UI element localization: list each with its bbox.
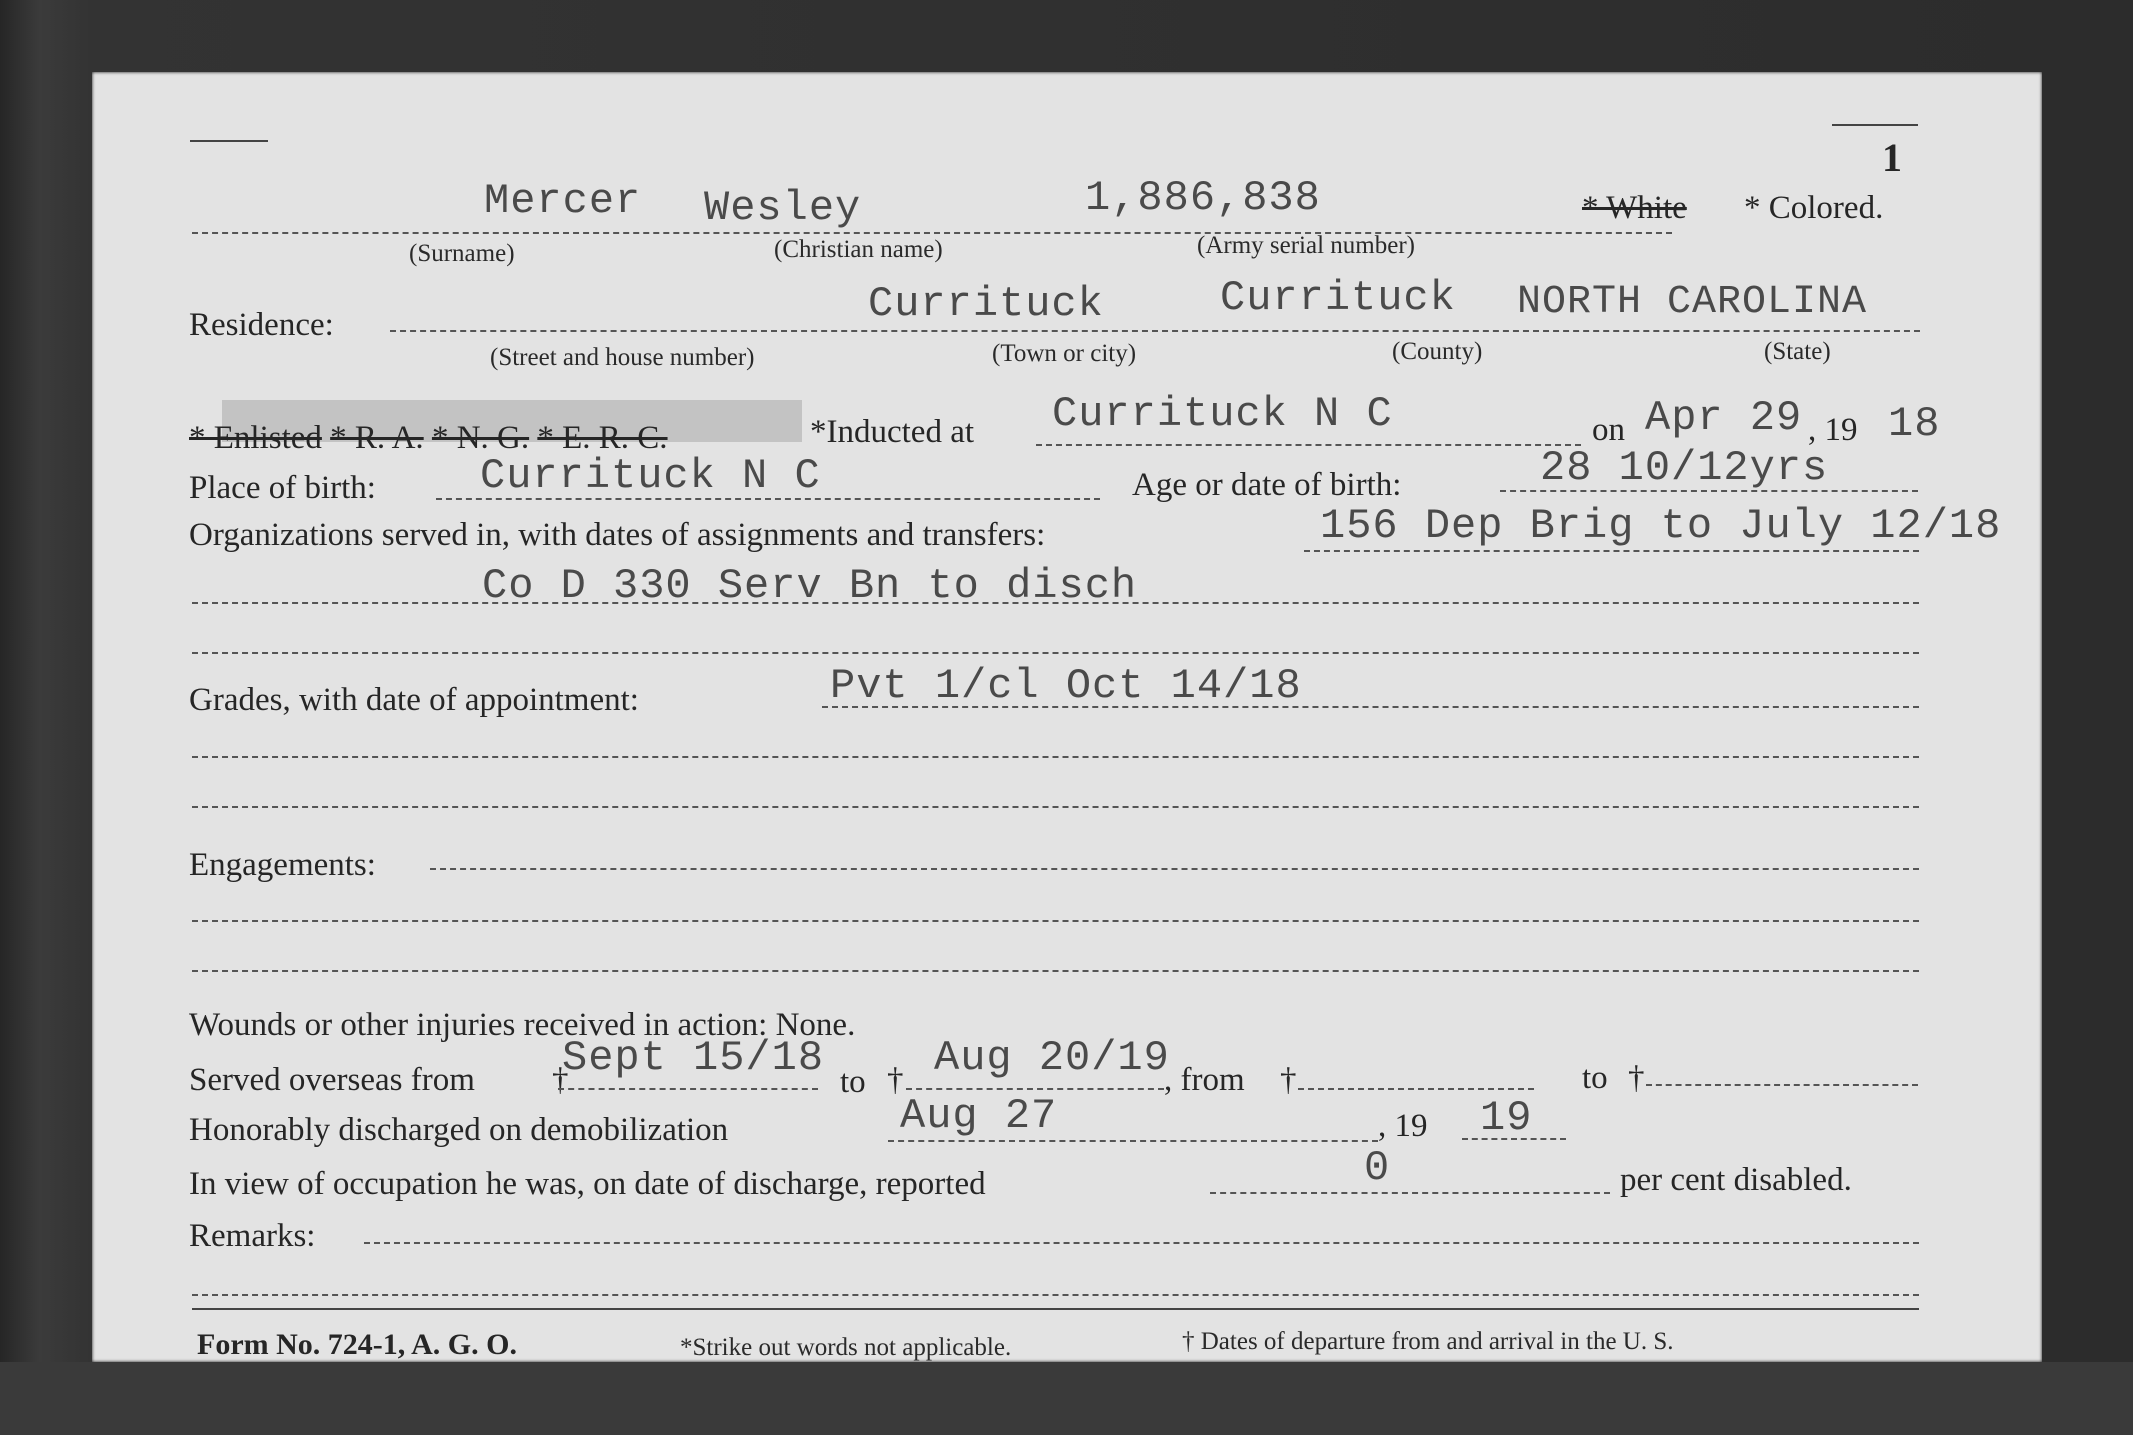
engagements-line2-rule <box>192 920 1919 922</box>
organizations-line2-rule <box>192 602 1919 604</box>
ng-text: * N. G. <box>431 420 530 456</box>
disability-suffix: per cent disabled. <box>1620 1162 1852 1198</box>
christian-caption: (Christian name) <box>774 236 943 263</box>
inducted-label: *Inducted at <box>810 414 975 450</box>
organizations-line1: 156 Dep Brig to July 12/18 <box>1320 502 2002 550</box>
overseas-from2-rule <box>1298 1088 1534 1090</box>
residence-label: Residence: <box>189 307 334 343</box>
inducted-year: 18 <box>1888 400 1941 448</box>
wounds-value: None. <box>775 1007 856 1043</box>
surname-caption: (Surname) <box>409 240 515 267</box>
inducted-line <box>1036 444 1581 446</box>
race-white <box>1582 190 1687 227</box>
county-caption: (County) <box>1392 338 1483 365</box>
inducted-year-prefix: , 19 <box>1808 412 1858 448</box>
card-number: 1 <box>1882 135 1902 180</box>
service-record-card <box>92 72 2042 1362</box>
scanner-bottom-strip <box>0 1362 2133 1435</box>
remarks-line2-rule <box>192 1294 1919 1296</box>
inducted-place: Currituck N C <box>1052 390 1393 438</box>
organizations-line3-rule <box>192 652 1919 654</box>
overseas-from-rule <box>558 1088 818 1090</box>
disability-value: 0 <box>1364 1144 1391 1192</box>
age-label: Age or date of birth: <box>1132 467 1402 503</box>
street-caption: (Street and house number) <box>490 344 755 371</box>
inducted-on-label: on <box>1592 412 1625 448</box>
overseas-from2-label: , from <box>1164 1062 1245 1098</box>
overseas-to-rule <box>906 1088 1164 1090</box>
overseas-to2-label: to <box>1582 1060 1608 1096</box>
discharge-year: 19 <box>1480 1094 1533 1142</box>
grades-label: Grades, with date of appointment: <box>189 682 639 718</box>
footer-note-dates: † Dates of departure from and arrival in the U. S. <box>1182 1328 1674 1355</box>
engagements-line3-rule <box>192 970 1919 972</box>
disability-rule <box>1210 1192 1610 1194</box>
overseas-to-date: Aug 20/19 <box>934 1034 1170 1082</box>
remarks-label: Remarks: <box>189 1218 316 1254</box>
race-white-text: * White <box>1582 190 1687 226</box>
grades-line1-rule <box>822 706 1919 708</box>
disability-label: In view of occupation he was, on date of discharge, reported <box>189 1166 986 1202</box>
inducted-date: Apr 29 <box>1645 394 1803 442</box>
birth-place-label: Place of birth: <box>189 470 376 506</box>
discharge-date: Aug 27 <box>900 1092 1058 1140</box>
grades-line3-rule <box>192 806 1919 808</box>
town-caption: (Town or city) <box>992 340 1137 367</box>
top-left-rule <box>190 140 268 142</box>
footer-note-strike: *Strike out words not applicable. <box>680 1334 1012 1361</box>
overseas-from-date: Sept 15/18 <box>562 1034 825 1082</box>
discharge-year-rule <box>1462 1138 1566 1140</box>
christian-name-value: Wesley <box>704 184 862 232</box>
ra-text: * R. A. <box>330 420 424 456</box>
grades-value: Pvt 1/cl Oct 14/18 <box>830 662 1302 710</box>
residence-line <box>390 330 1920 332</box>
age-value: 28 10/12yrs <box>1540 444 1829 492</box>
overseas-dagger-1: † <box>552 1062 569 1098</box>
overseas-dagger-4: † <box>1628 1060 1645 1096</box>
birth-place-value: Currituck N C <box>480 452 821 500</box>
surname-value: Mercer <box>484 177 642 225</box>
discharge-label: Honorably discharged on demobilization <box>189 1112 729 1148</box>
top-right-rule <box>1832 124 1918 126</box>
remarks-line1-rule <box>364 1242 1919 1244</box>
erc-text: * E. R. C. <box>537 420 668 456</box>
residence-county: Currituck <box>1220 274 1456 322</box>
overseas-dagger-2: † <box>887 1062 904 1098</box>
residence-state: NORTH CAROLINA <box>1517 280 1868 325</box>
overseas-dagger-3: † <box>1280 1062 1297 1098</box>
organizations-line2: Co D 330 Serv Bn to disch <box>482 562 1138 610</box>
name-line <box>192 232 1672 234</box>
discharge-year-prefix: , 19 <box>1378 1108 1428 1144</box>
state-caption: (State) <box>1764 338 1831 365</box>
organizations-line1-rule <box>1304 550 1919 552</box>
remarks-line3-rule <box>192 1308 1919 1310</box>
residence-town: Currituck <box>868 280 1104 328</box>
enlisted-text: * Enlisted <box>189 420 322 456</box>
engagements-label: Engagements: <box>189 847 376 883</box>
serial-number-value: 1,886,838 <box>1085 174 1321 222</box>
form-number: Form No. 724-1, A. G. O. <box>197 1328 517 1361</box>
overseas-label: Served overseas from <box>189 1062 475 1098</box>
serial-caption: (Army serial number) <box>1197 232 1415 259</box>
discharge-rule <box>888 1140 1378 1142</box>
age-line <box>1500 490 1918 492</box>
grades-line2-rule <box>192 756 1919 758</box>
birth-place-line <box>436 498 1100 500</box>
overseas-to2-rule <box>1646 1084 1918 1086</box>
engagements-line1-rule <box>430 868 1919 870</box>
wounds-label-text: Wounds or other injuries received in action: <box>189 1007 768 1043</box>
overseas-to-label: to <box>840 1064 866 1100</box>
organizations-label: Organizations served in, with dates of assignments and transfers: <box>189 517 1046 553</box>
race-colored: * Colored. <box>1744 190 1884 226</box>
